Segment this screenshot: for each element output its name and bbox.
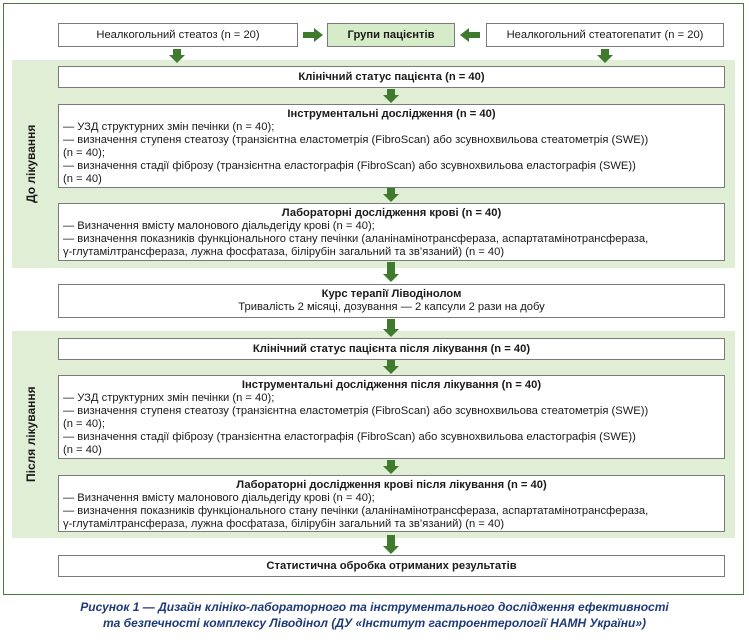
instrumental-before-title: Інструментальні дослідження (n = 40) xyxy=(287,108,496,120)
instrumental-before-line: — визначення ступеня стеатозу (транзієнтна еластометрія (FibroScan) або зсувнохвильова стеатометрія (SWE)) xyxy=(63,134,649,146)
box-clinical-after-text: Клінічний статус пацієнта після лікування (n = 40) xyxy=(252,342,531,355)
lab-after-line: — Визначення вмісту малонового діальдегіду крові (n = 40); xyxy=(63,492,375,504)
after-treatment-label: Після лікування xyxy=(24,386,38,483)
box-clinical-before xyxy=(58,66,725,88)
lab-before-line: — Визначення вмісту малонового діальдегіду крові (n = 40); xyxy=(63,220,375,232)
arrow-right-icon xyxy=(303,28,323,42)
arrow-down-icon xyxy=(597,49,613,63)
instrumental-after-title: Інструментальні дослідження після лікування (n = 40) xyxy=(241,379,542,391)
box-therapy xyxy=(58,284,725,318)
lab-before-title: Лабораторні дослідження крові (n = 40) xyxy=(281,207,502,219)
box-nafld-steatosis-text: Неалкогольний стеатоз (n = 20) xyxy=(96,28,260,41)
box-patient-groups xyxy=(327,23,455,47)
lab-before-line: γ-глутамілтрансфераза, лужна фосфатаза, білірубін загальний та зв’язаний) (n = 40) xyxy=(63,246,505,258)
figure-caption xyxy=(0,599,749,631)
box-nash xyxy=(486,23,724,47)
instrumental-after-line: (n = 40); xyxy=(63,418,105,430)
lab-before-line: — визначення показників функціонального стану печінки (аланінамінотрансфераза, аспартатамінотрансфераза, xyxy=(63,233,649,245)
instrumental-before-line: — визначення стадії фіброзу (транзієнтна еластографія (FibroScan) або зсувнохвильова еластографія (SWE)) xyxy=(63,160,636,172)
box-clinical-before-text: Клінічний статус пацієнта (n = 40) xyxy=(298,70,485,83)
figure-caption-line: та безпечності комплексу Ліводінол (ДУ «Інститут гастроентерології НАМН України») xyxy=(102,616,647,630)
arrow-down-icon xyxy=(383,89,399,103)
arrow-down-icon xyxy=(383,319,399,337)
arrow-left-icon xyxy=(460,28,480,42)
arrow-down-icon xyxy=(383,262,399,282)
box-lab-after xyxy=(58,475,725,532)
box-instrumental-after xyxy=(58,375,725,459)
lab-after-title: Лабораторні дослідження крові після лікування (n = 40) xyxy=(236,479,547,491)
instrumental-after-line: (n = 40) xyxy=(63,444,102,456)
instrumental-after-line: — визначення ступеня стеатозу (транзієнтна еластометрія (FibroScan) або зсувнохвильова стеатометрія (SWE)) xyxy=(63,405,649,417)
box-instrumental-before xyxy=(58,104,725,188)
therapy-subtitle: Тривалість 2 місяці, дозування — 2 капсули 2 рази на добу xyxy=(238,301,545,313)
before-treatment-label: До лікування xyxy=(24,124,38,204)
arrow-down-icon xyxy=(383,535,399,554)
box-patient-groups-text: Групи пацієнтів xyxy=(347,28,435,41)
lab-after-line: — визначення показників функціонального стану печінки (аланінамінотрансфераза, аспартатамінотрансфераза, xyxy=(63,505,649,517)
arrow-down-icon xyxy=(383,460,399,474)
box-statistics xyxy=(58,555,725,577)
box-clinical-after xyxy=(58,338,725,360)
box-nash-text: Неалкогольний стеатогепатит (n = 20) xyxy=(506,28,704,41)
instrumental-before-line: (n = 40); xyxy=(63,147,105,159)
box-statistics-text: Статистична обробка отриманих результатів xyxy=(266,559,517,572)
arrow-down-icon xyxy=(383,360,399,374)
arrow-down-icon xyxy=(169,49,185,63)
box-nafld-steatosis xyxy=(58,23,298,47)
therapy-title: Курс терапії Ліводінолом xyxy=(321,288,462,300)
instrumental-before-line: — УЗД структурних змін печінки (n = 40); xyxy=(63,121,275,133)
figure-caption-line: Рисунок 1 — Дизайн клініко-лабораторного та інструментального дослідження ефективності xyxy=(80,600,669,614)
arrow-down-icon xyxy=(383,188,399,202)
instrumental-after-line: — УЗД структурних змін печінки (n = 40); xyxy=(63,392,275,404)
instrumental-after-line: — визначення стадії фіброзу (транзієнтна еластографія (FibroScan) або зсувнохвильова еластографія (SWE)) xyxy=(63,431,636,443)
lab-after-line: γ-глутамілтрансфераза, лужна фосфатаза, білірубін загальний та зв’язаний) (n = 40) xyxy=(63,518,505,530)
box-lab-before xyxy=(58,203,725,261)
instrumental-before-line: (n = 40) xyxy=(63,173,102,185)
